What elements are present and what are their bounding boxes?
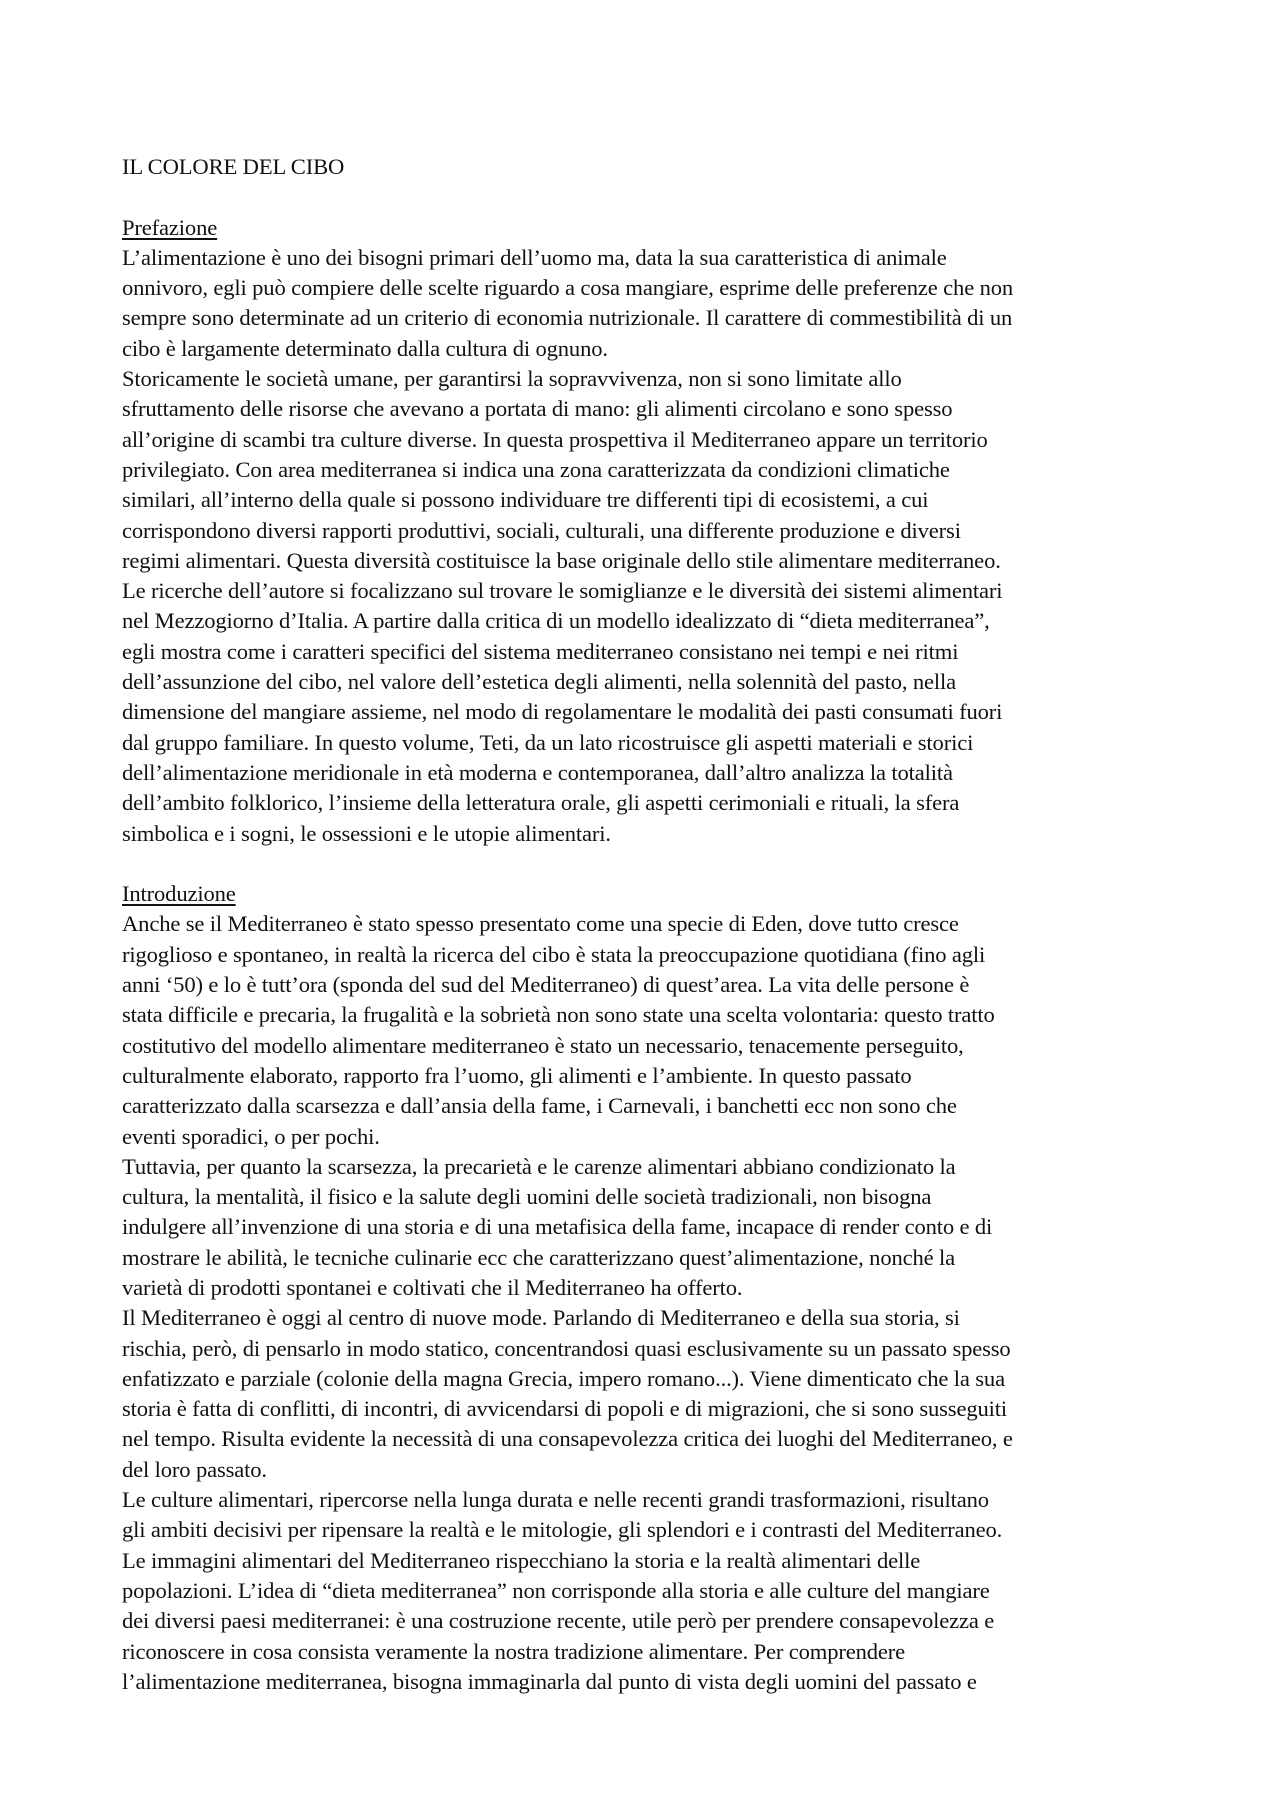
text-line: gli ambiti decisivi per ripensare la realtà e le mitologie, gli splendori e i contrasti del Mediterraneo. xyxy=(122,1517,1003,1543)
text-line: eventi sporadici, o per pochi. xyxy=(122,1123,380,1149)
document-title: IL COLORE DEL CIBO xyxy=(122,154,345,179)
text-line: rigoglioso e spontaneo, in realtà la ricerca del cibo è stata la preoccupazione quotidiana (fino agli xyxy=(122,941,986,967)
text-line: privilegiato. Con area mediterranea si indica una zona caratterizzata da condizioni climatiche xyxy=(122,456,950,482)
section-introduzione xyxy=(122,879,1172,1697)
text-line: enfatizzato e parziale (colonie della magna Grecia, impero romano...). Viene dimenticato che la sua xyxy=(122,1365,1005,1391)
paragraph xyxy=(122,1303,1172,1485)
text-line: rischia, però, di pensarlo in modo statico, concentrandosi quasi esclusivamente su un passato spesso xyxy=(122,1335,1011,1361)
text-line: Anche se il Mediterraneo è stato spesso presentato come una specie di Eden, dove tutto cresce xyxy=(122,911,959,937)
text-line: stata difficile e precaria, la frugalità e la sobrietà non sono state una scelta volontaria: questo tratto xyxy=(122,1002,995,1028)
text-line: regimi alimentari. Questa diversità costituisce la base originale dello stile alimentare mediterraneo. xyxy=(122,547,1001,573)
text-line: indulgere all’invenzione di una storia e di una metafisica della fame, incapace di render conto e di xyxy=(122,1214,993,1240)
text-line: simbolica e i sogni, le ossessioni e le utopie alimentari. xyxy=(122,820,611,846)
text-line: egli mostra come i caratteri specifici del sistema mediterraneo consistano nei tempi e nei ritmi xyxy=(122,638,959,664)
text-line: l’alimentazione mediterranea, bisogna immaginarla dal punto di vista degli uomini del passato e xyxy=(122,1668,977,1694)
text-line: L’alimentazione è uno dei bisogni primari dell’uomo ma, data la sua caratteristica di animale xyxy=(122,244,947,270)
section-heading: Prefazione xyxy=(122,214,218,240)
text-line: varietà di prodotti spontanei e coltivati che il Mediterraneo ha offerto. xyxy=(122,1274,743,1300)
paragraph xyxy=(122,576,1172,849)
text-line: dal gruppo familiare. In questo volume, Teti, da un lato ricostruisce gli aspetti materiali e storici xyxy=(122,729,974,755)
text-line: dei diversi paesi mediterranei: è una costruzione recente, utile però per prendere consapevolezza e xyxy=(122,1608,995,1634)
section-heading: Introduzione xyxy=(122,881,236,907)
section-prefazione xyxy=(122,213,1172,849)
document-body xyxy=(122,152,1172,1727)
sections-container xyxy=(122,213,1172,1698)
paragraph xyxy=(122,364,1172,576)
text-line: Il Mediterraneo è oggi al centro di nuove mode. Parlando di Mediterraneo e della sua storia, si xyxy=(122,1305,960,1331)
text-line: cultura, la mentalità, il fisico e la salute degli uomini delle società tradizionali, non bisogna xyxy=(122,1184,932,1210)
text-line: nel Mezzogiorno d’Italia. A partire dalla critica di un modello idealizzato di “dieta mediterranea”, xyxy=(122,608,990,634)
text-line: cibo è largamente determinato dalla cultura di ognuno. xyxy=(122,335,608,361)
text-line: popolazioni. L’idea di “dieta mediterranea” non corrisponde alla storia e alle culture del mangiare xyxy=(122,1577,990,1603)
text-line: dimensione del mangiare assieme, nel modo di regolamentare le modalità dei pasti consumati fuori xyxy=(122,699,1003,725)
text-line: nel tempo. Risulta evidente la necessità di una consapevolezza critica dei luoghi del Mediterraneo, e xyxy=(122,1426,1013,1452)
text-line: dell’alimentazione meridionale in età moderna e contemporanea, dall’altro analizza la totalità xyxy=(122,759,953,785)
text-line: Storicamente le società umane, per garantirsi la sopravvivenza, non si sono limitate allo xyxy=(122,366,902,392)
text-line: Tuttavia, per quanto la scarsezza, la precarietà e le carenze alimentari abbiano condizionato la xyxy=(122,1153,956,1179)
text-line: sfruttamento delle risorse che avevano a portata di mano: gli alimenti circolano e sono spesso xyxy=(122,396,953,422)
text-line: dell’ambito folklorico, l’insieme della letteratura orale, gli aspetti cerimoniali e rituali, la sfera xyxy=(122,790,960,816)
text-line: del loro passato. xyxy=(122,1456,267,1482)
paragraph xyxy=(122,1152,1172,1303)
text-line: all’origine di scambi tra culture diverse. In questa prospettiva il Mediterraneo appare un territorio xyxy=(122,426,988,452)
text-line: caratterizzato dalla scarsezza e dall’ansia della fame, i Carnevali, i banchetti ecc non sono che xyxy=(122,1093,957,1119)
text-line: anni ‘50) e lo è tutt’ora (sponda del sud del Mediterraneo) di quest’area. La vita delle persone è xyxy=(122,972,970,998)
text-line: onnivoro, egli può compiere delle scelte riguardo a cosa mangiare, esprime delle preferenze che non xyxy=(122,275,1014,301)
text-line: Le culture alimentari, ripercorse nella lunga durata e nelle recenti grandi trasformazioni, risultano xyxy=(122,1487,989,1513)
text-line: sempre sono determinate ad un criterio di economia nutrizionale. Il carattere di commestibilità di un xyxy=(122,305,1013,331)
text-line: Le ricerche dell’autore si focalizzano sul trovare le somiglianze e le diversità dei sistemi alimentari xyxy=(122,578,1003,604)
text-line: Le immagini alimentari del Mediterraneo rispecchiano la storia e la realtà alimentari delle xyxy=(122,1547,921,1573)
text-line: dell’assunzione del cibo, nel valore dell’estetica degli alimenti, nella solennità del pasto, nella xyxy=(122,669,957,695)
text-line: mostrare le abilità, le tecniche culinarie ecc che caratterizzano quest’alimentazione, nonché la xyxy=(122,1244,956,1270)
text-line: corrispondono diversi rapporti produttivi, sociali, culturali, una differente produzione e diversi xyxy=(122,517,961,543)
paragraph xyxy=(122,909,1172,1151)
text-line: storia è fatta di conflitti, di incontri, di avvicendarsi di popoli e di migrazioni, che si sono susseguiti xyxy=(122,1396,1008,1422)
paragraph xyxy=(122,1485,1172,1546)
text-line: costitutivo del modello alimentare mediterraneo è stato un necessario, tenacemente perseguito, xyxy=(122,1032,964,1058)
text-line: similari, all’interno della quale si possono individuare tre differenti tipi di ecosistemi, a cui xyxy=(122,487,929,513)
text-line: culturalmente elaborato, rapporto fra l’uomo, gli alimenti e l’ambiente. In questo passato xyxy=(122,1062,912,1088)
paragraph xyxy=(122,243,1172,364)
paragraph xyxy=(122,1546,1172,1697)
text-line: riconoscere in cosa consista veramente la nostra tradizione alimentare. Per comprendere xyxy=(122,1638,906,1664)
